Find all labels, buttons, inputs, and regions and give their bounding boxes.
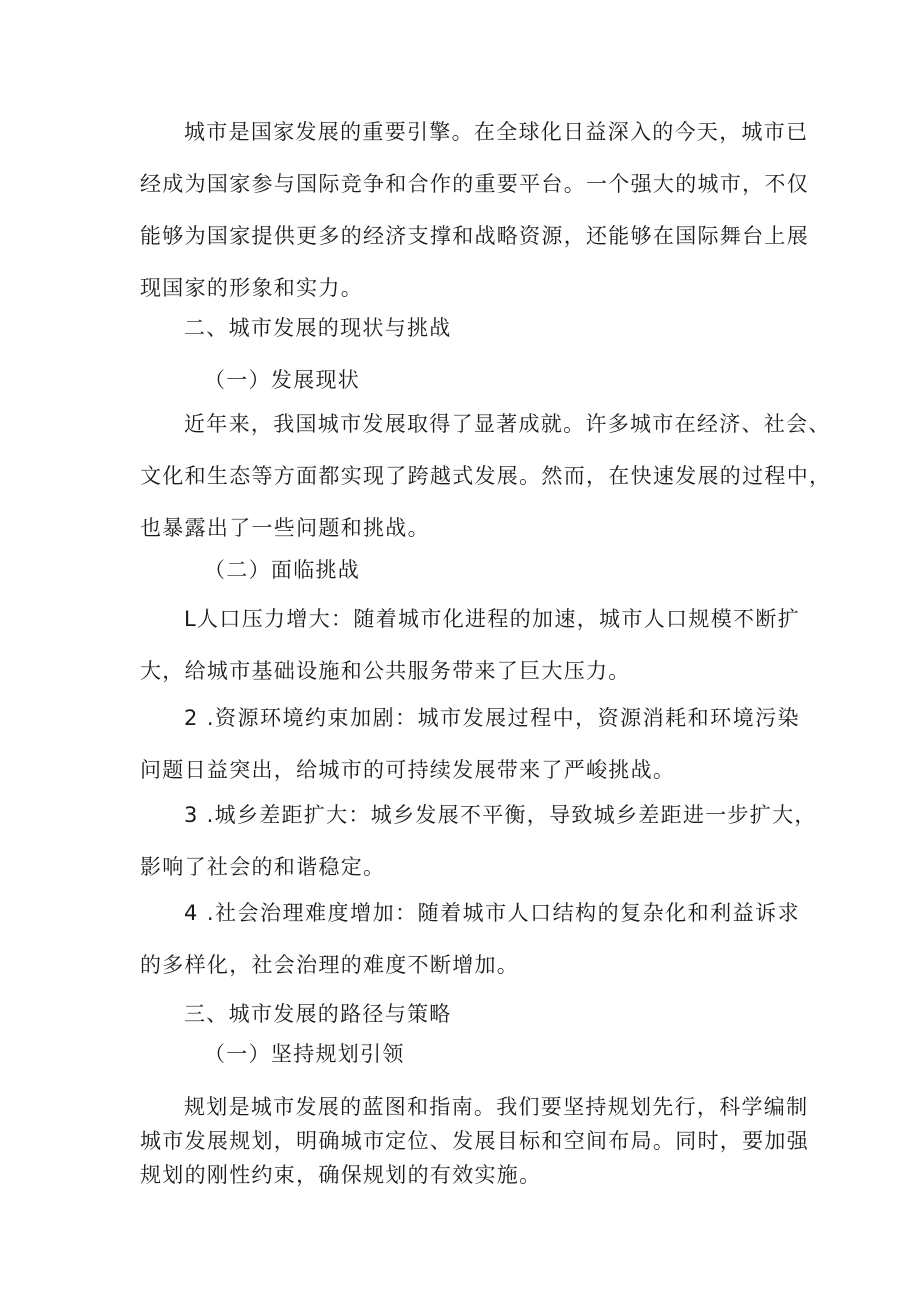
text-line: 也暴露出了一些问题和挑战。 xyxy=(140,516,430,540)
subheading-planning xyxy=(140,1037,800,1071)
text-line: 规划是城市发展的蓝图和指南。我们要坚持规划先行，科学编制 xyxy=(184,1095,809,1119)
section-title: 二、城市发展的现状与挑战 xyxy=(184,316,452,340)
text-line: 规划的刚性约束，确保规划的有效实施。 xyxy=(140,1163,542,1187)
text-line: 的多样化，社会治理的难度不断增加。 xyxy=(140,953,520,977)
text-line: 影响了社会的和谐稳定。 xyxy=(140,855,386,879)
list-item-4 xyxy=(140,887,800,991)
text-line: 近年来，我国城市发展取得了显著成就。许多城市在经济、社会、 xyxy=(184,412,831,436)
text-line: 2 .资源环境约束加剧：城市发展过程中，资源消耗和环境污染 xyxy=(184,706,800,730)
subsection-title: （一）坚持规划引领 xyxy=(204,1042,405,1066)
text-line: 大，给城市基础设施和公共服务带来了巨大压力。 xyxy=(140,659,631,683)
list-item-1 xyxy=(140,593,800,697)
text-line: 城市是国家发展的重要引擎。在全球化日益深入的今天，城市已 xyxy=(184,120,809,144)
subsection-title: （一）发展现状 xyxy=(204,368,361,392)
text-line: 经成为国家参与国际竞争和合作的重要平台。一个强大的城市，不仅 xyxy=(140,172,809,196)
subsection-title: （二）面临挑战 xyxy=(204,558,361,582)
text-line: 问题日益突出，给城市的可持续发展带来了严峻挑战。 xyxy=(140,758,676,782)
text-line: L人口压力增大：随着城市化进程的加速，城市人口规模不断扩 xyxy=(184,607,800,631)
text-line: 4 .社会治理难度增加：随着城市人口结构的复杂化和利益诉求 xyxy=(184,901,800,925)
text-line: 3 .城乡差距扩大：城乡发展不平衡，导致城乡差距进一步扩大， xyxy=(184,803,817,827)
paragraph-planning xyxy=(140,1090,809,1192)
text-line: 现国家的形象和实力。 xyxy=(140,276,363,300)
paragraph-status xyxy=(140,398,832,554)
list-item-2 xyxy=(140,692,800,796)
text-line: 文化和生态等方面都实现了跨越式发展。然而，在快速发展的过程中， xyxy=(140,464,832,488)
paragraph-intro xyxy=(140,106,809,314)
section-title: 三、城市发展的路径与策略 xyxy=(184,1002,452,1026)
section-heading-3 xyxy=(140,997,800,1031)
text-line: 能够为国家提供更多的经济支撑和战略资源，还能够在国际舞台上展 xyxy=(140,224,809,248)
section-heading-2 xyxy=(140,302,800,354)
text-line: 城市发展规划，明确城市定位、发展目标和空间布局。同时，要加强 xyxy=(140,1129,809,1153)
list-item-3 xyxy=(140,789,817,893)
subheading-challenges xyxy=(140,544,800,596)
